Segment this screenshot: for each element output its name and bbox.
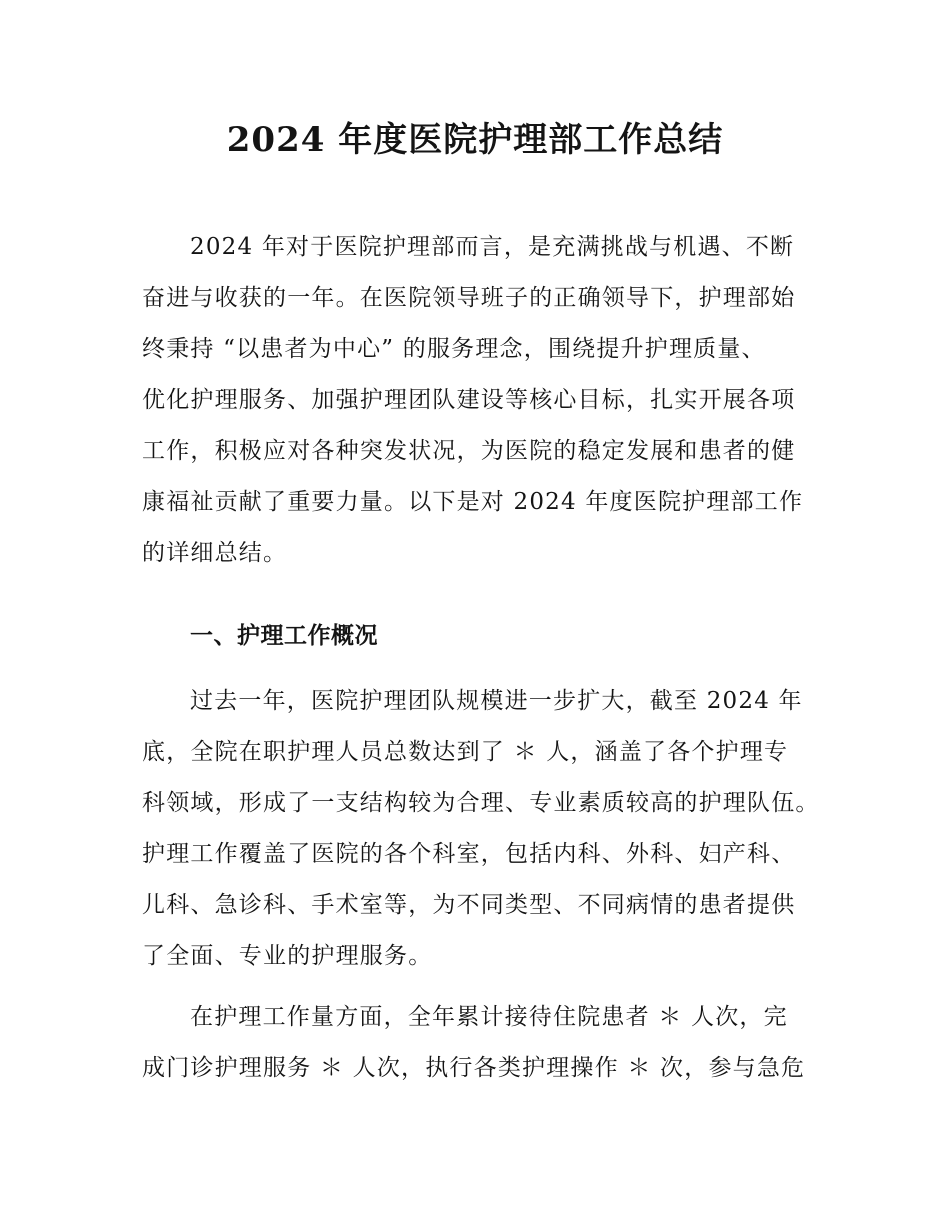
intro-line: 2024 年对于医院护理部而言，是充满挑战与机遇、不断: [190, 234, 795, 260]
document-title: 2024 年度医院护理部工作总结: [226, 120, 724, 160]
intro-line: 工作，积极应对各种突发状况，为医院的稳定发展和患者的健: [142, 438, 796, 464]
section-one-line: 底，全院在职护理人员总数达到了 ＊ 人，涵盖了各个护理专: [142, 739, 789, 765]
intro-line: 康福祉贡献了重要力量。以下是对 2024 年度医院护理部工作: [142, 489, 804, 515]
intro-line: 终秉持 “以患者为中心” 的服务理念，围绕提升护理质量、: [142, 336, 766, 362]
section-one-line: 护理工作覆盖了医院的各个科室，包括内科、外科、妇产科、: [142, 841, 796, 867]
intro-line: 的详细总结。: [142, 540, 288, 566]
section-one-line: 过去一年，医院护理团队规模进一步扩大，截至 2024 年: [190, 688, 803, 714]
section-one-line: 成门诊护理服务 ＊ 人次，执行各类护理操作 ＊ 次，参与急危: [142, 1055, 806, 1081]
section-one-line: 在护理工作量方面，全年累计接待住院患者 ＊ 人次，完: [190, 1004, 788, 1030]
section-one-line: 儿科、急诊科、手术室等，为不同类型、不同病情的患者提供: [142, 892, 796, 918]
intro-line: 奋进与收获的一年。在医院领导班子的正确领导下，护理部始: [142, 285, 796, 311]
section-heading: 一、护理工作概况: [190, 623, 378, 649]
section-one-line: 科领域，形成了一支结构较为合理、专业素质较高的护理队伍。: [142, 790, 820, 816]
section-one-line: 了全面、专业的护理服务。: [142, 943, 433, 969]
intro-line: 优化护理服务、加强护理团队建设等核心目标，扎实开展各项: [142, 387, 796, 413]
